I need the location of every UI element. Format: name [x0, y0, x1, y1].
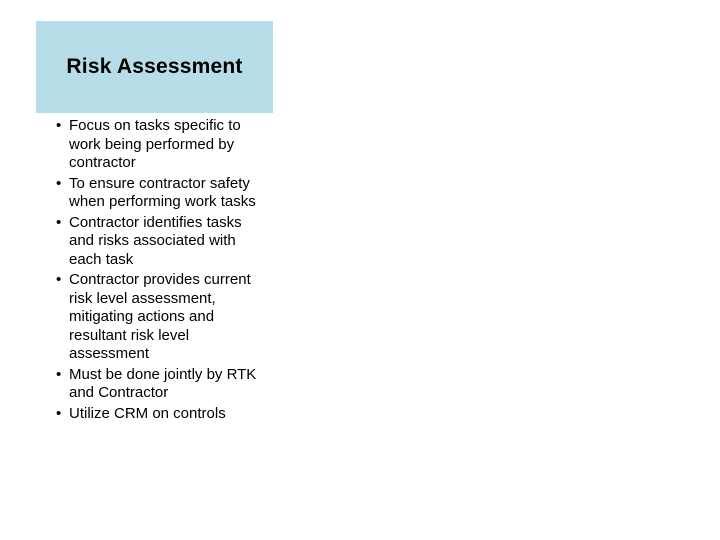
slide-title: Risk Assessment: [66, 55, 243, 78]
bullet-text: Utilize CRM on controls: [69, 404, 226, 422]
title-box: [36, 21, 273, 113]
bullet-icon: •: [56, 213, 62, 231]
bullet-icon: •: [56, 365, 62, 383]
bullet-icon: •: [56, 404, 62, 422]
bullet-list: [56, 117, 268, 425]
bullet-icon: •: [56, 117, 62, 134]
bullet-text: Contractor identifies tasks and risks associated with each task: [69, 213, 250, 268]
bullet-text: Must be done jointly by RTK and Contractor: [69, 365, 257, 401]
bullet-text: To ensure contractor safety when performing work tasks: [69, 174, 256, 210]
bullet-icon: •: [56, 271, 62, 288]
bullet-item: [56, 117, 268, 173]
bullet-item: [56, 271, 268, 364]
bullet-item: [56, 214, 268, 270]
bullet-item: [56, 175, 268, 212]
bullet-item: [56, 405, 268, 424]
bullet-item: [56, 366, 268, 403]
bullet-icon: •: [56, 174, 62, 192]
bullet-text: Contractor provides current risk level assessment, mitigating actions and resultant risk level assessment: [69, 271, 251, 362]
bullet-text: Focus on tasks specific to work being performed by contractor: [69, 117, 241, 171]
